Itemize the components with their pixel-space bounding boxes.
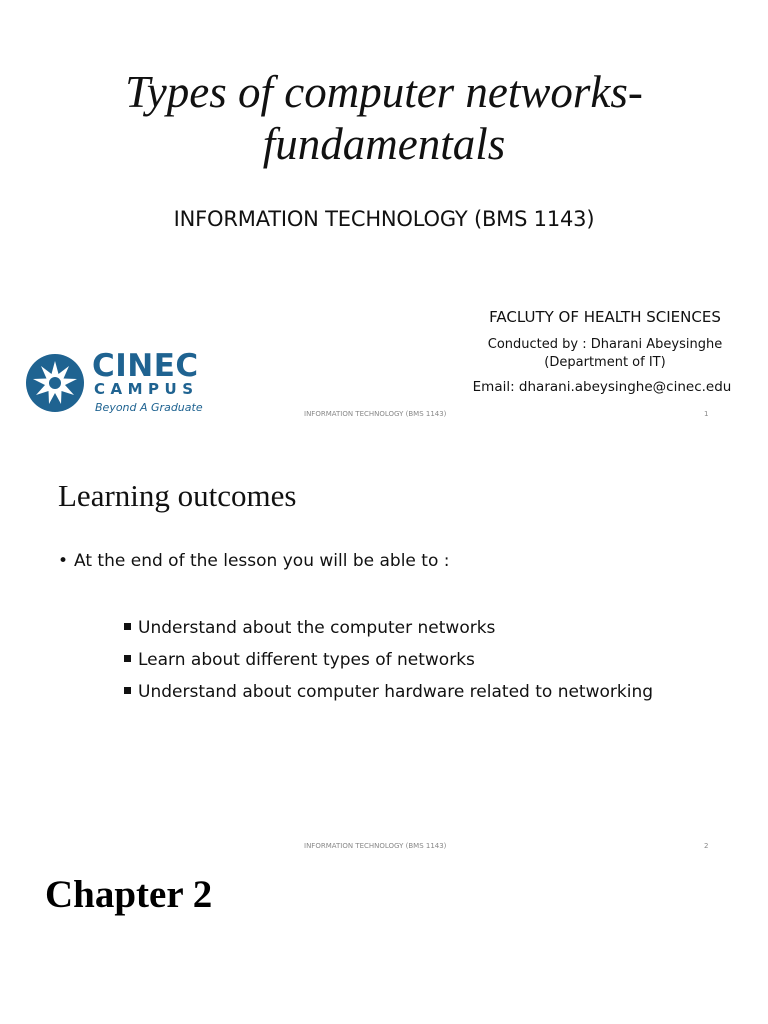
outcomes-list [124,616,653,712]
presenter-name: Conducted by : Dharani Abeysinghe [487,337,723,352]
presenter-email: Email: dharani.abeysinghe@cinec.edu [472,379,732,395]
course-subtitle: INFORMATION TECHNOLOGY (BMS 1143) [173,207,595,231]
page-number: 2 [704,842,709,850]
slide-title: Learning outcomes [58,478,297,513]
presenter-info [430,336,768,372]
square-bullet-icon [124,655,131,662]
slide-2 [0,432,768,864]
star-burst-logo-icon [24,352,86,414]
outcome-text: Understand about the computer networks [138,618,496,638]
logo-campus-text: CAMPUS [94,380,199,398]
intro-bullet [58,551,450,571]
outcome-text: Learn about different types of networks [138,650,475,670]
cinec-logo [24,350,214,420]
list-item [124,648,653,680]
title-line-2: fundamentals [262,119,506,169]
square-bullet-icon [124,623,131,630]
logo-brand-text: CINEC [92,348,199,384]
presenter-department: (Department of IT) [544,355,666,370]
title-line-1: Types of computer networks- [125,67,643,117]
intro-text: At the end of the lesson you will be able to : [74,551,450,571]
slide-title [0,66,768,170]
faculty-name: FACLUTY OF HEALTH SCIENCES [489,308,721,326]
square-bullet-icon [124,687,131,694]
footer-text: INFORMATION TECHNOLOGY (BMS 1143) [304,842,447,850]
footer-text: INFORMATION TECHNOLOGY (BMS 1143) [304,410,447,418]
list-item [124,616,653,648]
outcome-text: Understand about computer hardware related to networking [138,682,654,702]
chapter-title: Chapter 2 [45,873,213,916]
slide-1 [0,0,768,432]
logo-tagline: Beyond A Graduate [95,401,203,414]
page-number: 1 [704,410,709,418]
list-item [124,680,653,712]
slide-3 [0,864,768,1024]
bullet-icon: • [58,551,69,571]
